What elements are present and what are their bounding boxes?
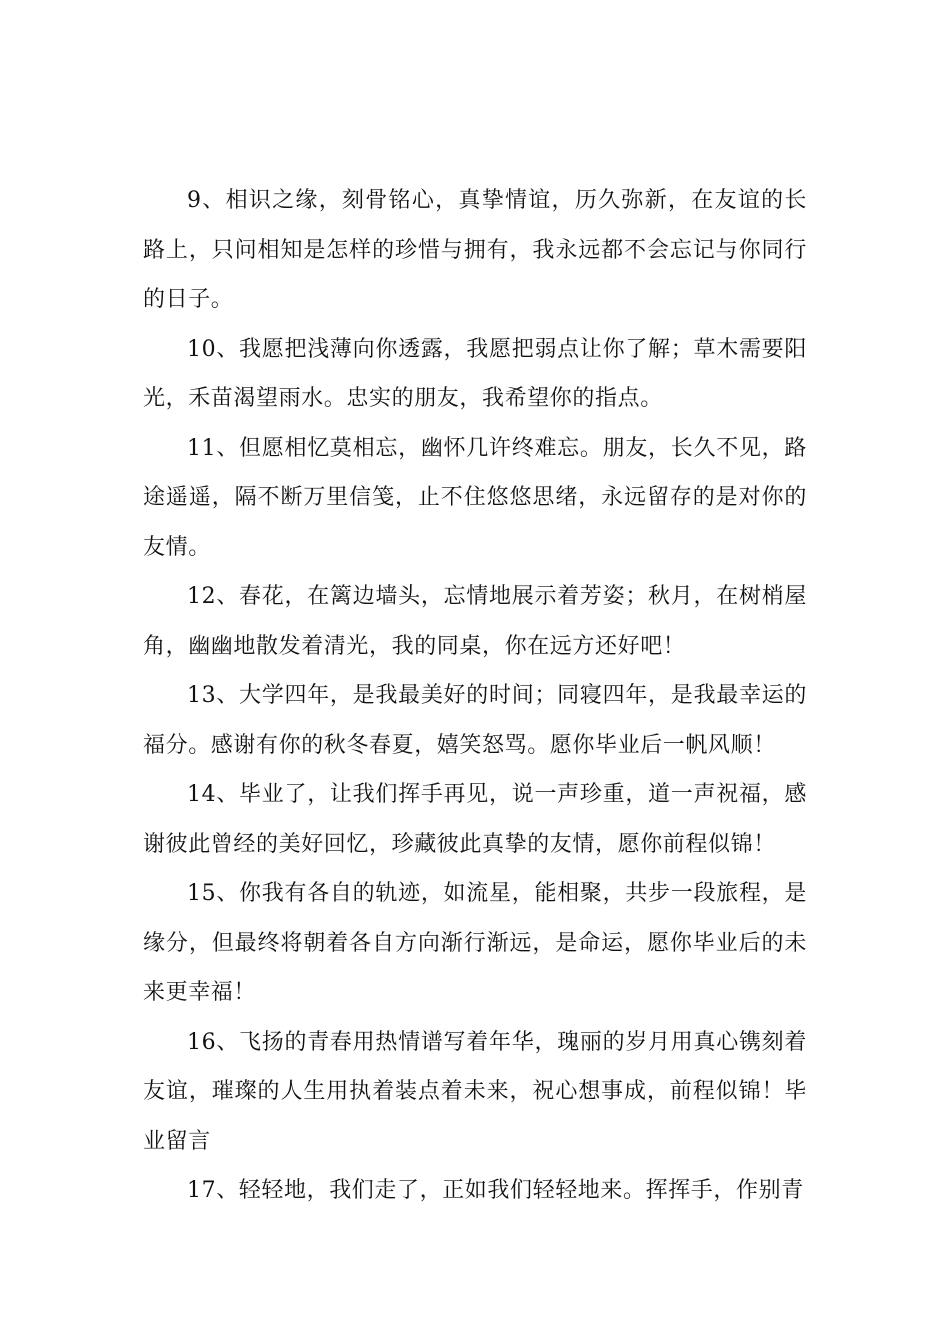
paragraph-11: 11、但愿相忆莫相忘，幽怀几许终难忘。朋友，长久不见，路途遥遥，隔不断万里信笺，止不住悠悠思绪，永远留存的是对你的友情。 xyxy=(143,435,807,560)
paragraph-16: 16、飞扬的青春用热情谱写着年华，瑰丽的岁月用真心镌刻着友谊，璀璨的人生用执着装点着未来，祝心想事成，前程似锦！毕业留言 xyxy=(143,1029,807,1154)
paragraph-15: 15、你我有各自的轨迹，如流星，能相聚，共步一段旅程，是缘分，但最终将朝着各自方向渐行渐远，是命运，愿你毕业后的未来更幸福！ xyxy=(143,881,807,1005)
paragraph-10: 10、我愿把浅薄向你透露，我愿把弱点让你了解；草木需要阳光，禾苗渴望雨水。忠实的朋友，我希望你的指点。 xyxy=(143,336,807,411)
paragraph-12: 12、春花，在篱边墙头，忘情地展示着芳姿；秋月，在树梢屋角，幽幽地散发着清光，我的同桌，你在远方还好吧！ xyxy=(143,584,807,659)
document-body xyxy=(143,176,807,1216)
paragraph-14: 14、毕业了，让我们挥手再见，说一声珍重，道一声祝福，感谢彼此曾经的美好回忆，珍藏彼此真挚的友情，愿你前程似锦！ xyxy=(143,782,807,857)
paragraph-9: 9、相识之缘，刻骨铭心，真挚情谊，历久弥新，在友谊的长路上，只问相知是怎样的珍惜与拥有，我永远都不会忘记与你同行的日子。 xyxy=(143,188,807,312)
paragraph-13: 13、大学四年，是我最美好的时间；同寝四年，是我最幸运的福分。感谢有你的秋冬春夏，嬉笑怒骂。愿你毕业后一帆风顺！ xyxy=(143,683,807,758)
paragraph-17: 17、轻轻地，我们走了，正如我们轻轻地来。挥挥手，作别青 xyxy=(187,1178,804,1203)
